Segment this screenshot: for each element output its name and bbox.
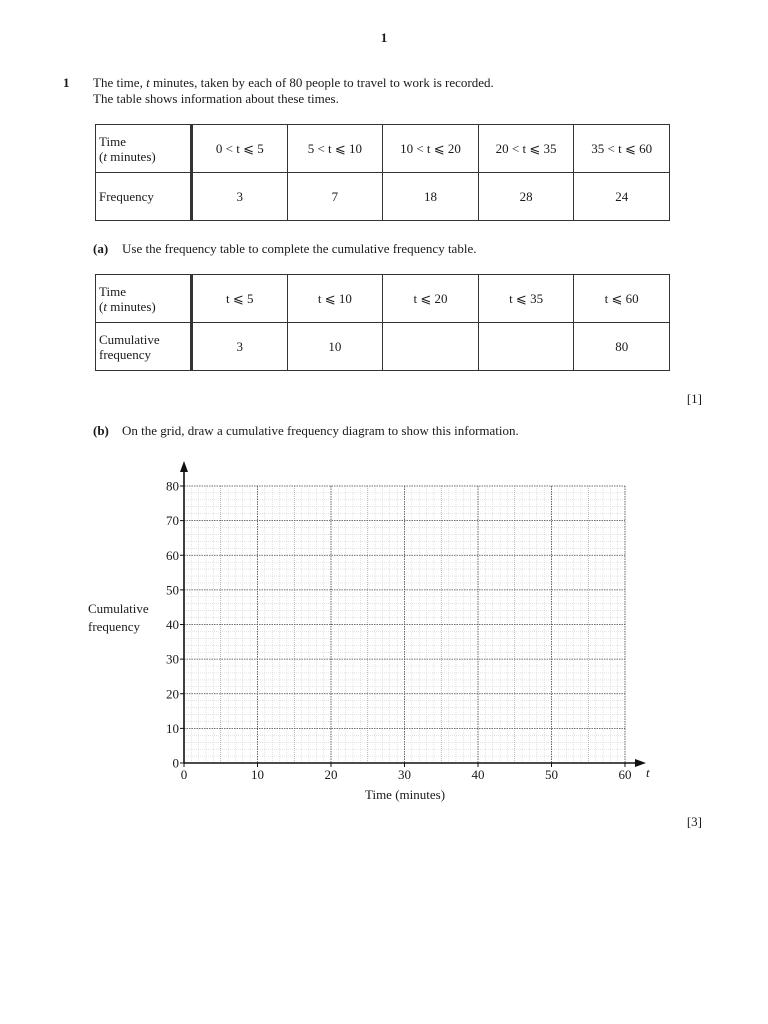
y-tick-label: 20 — [166, 686, 179, 702]
y-tick-label: 30 — [166, 651, 179, 667]
frequency-cell: 24 — [574, 173, 670, 221]
y-tick-label: 70 — [166, 513, 179, 529]
interval-cell: 20 < t ⩽ 35 — [478, 125, 574, 173]
part-b-label: (b) — [93, 423, 109, 438]
question-line-1-pre: The time, — [93, 75, 147, 90]
x-tick-label: 40 — [471, 767, 485, 782]
y-tick-label: 0 — [172, 755, 179, 771]
x-axis-symbol: t — [646, 765, 650, 780]
frequency-table-header-label: Time (t minutes) — [96, 125, 192, 173]
interval-cell: 35 < t ⩽ 60 — [574, 125, 670, 173]
question-number: 1 — [63, 75, 70, 90]
time-unit: minutes) — [106, 298, 156, 314]
x-tick-label: 10 — [251, 767, 264, 782]
y-axis-arrow-icon — [180, 461, 188, 472]
frequency-row-label: Frequency — [96, 173, 192, 221]
part-b-marks: [3] — [686, 814, 702, 829]
bound-cell: t ⩽ 5 — [192, 275, 288, 323]
cumulative-row-label-line-1: Cumulative — [99, 331, 160, 347]
interval-cell: 10 < t ⩽ 20 — [383, 125, 479, 173]
bound-cell: t ⩽ 20 — [383, 275, 479, 323]
bound-cell: t ⩽ 35 — [478, 275, 574, 323]
time-unit: minutes) — [106, 148, 156, 164]
interval-cell: 0 < t ⩽ 5 — [192, 125, 288, 173]
part-a-label: (a) — [93, 241, 109, 256]
time-variable: t — [103, 298, 107, 314]
bound-cell: t ⩽ 10 — [287, 275, 383, 323]
interval-cell: 5 < t ⩽ 10 — [287, 125, 383, 173]
x-axis-arrow-icon — [635, 759, 646, 767]
question-variable-t: t — [146, 75, 150, 90]
x-tick-label: 0 — [180, 767, 188, 782]
frequency-cell: 28 — [478, 173, 574, 221]
cumulative-value-cell: 3 — [192, 323, 288, 371]
x-axis-label: Time (minutes) — [364, 787, 446, 802]
x-tick-label: 60 — [618, 767, 632, 782]
frequency-cell: 7 — [287, 173, 383, 221]
y-tick-label: 50 — [166, 582, 179, 598]
frequency-cell: 3 — [192, 173, 288, 221]
y-axis-label-line-1: Cumulative — [88, 601, 149, 616]
part-a-marks: [1] — [686, 391, 702, 406]
part-b-text: On the grid, draw a cumulative frequency diagram to show this information. — [122, 423, 519, 438]
y-tick-label: 10 — [166, 720, 179, 736]
bound-cell: t ⩽ 60 — [574, 275, 670, 323]
time-label: Time — [99, 283, 126, 299]
x-tick-label: 20 — [324, 767, 338, 782]
y-axis-label-line-2: frequency — [88, 619, 140, 634]
question-line-2: The table shows information about these times. — [93, 91, 339, 106]
question-line-1-post: minutes, taken by each of 80 people to travel to work is recorded. — [149, 75, 494, 90]
cumulative-value-cell: 80 — [574, 323, 670, 371]
y-tick-label: 40 — [166, 617, 179, 632]
x-tick-label: 50 — [545, 767, 558, 782]
time-label: Time — [99, 133, 126, 149]
frequency-cell: 18 — [383, 173, 479, 221]
page-number: 1 — [380, 30, 388, 45]
cumulative-value-cell: 10 — [287, 323, 383, 371]
cumulative-row-label-line-2: frequency — [99, 346, 151, 362]
part-a-text: Use the frequency table to complete the cumulative frequency table. — [122, 241, 477, 256]
x-tick-label: 30 — [398, 767, 411, 782]
y-tick-label: 60 — [166, 547, 179, 563]
y-tick-label: 80 — [166, 478, 179, 494]
time-variable: t — [103, 148, 107, 164]
cumulative-table-header-label: Time (t minutes) — [96, 275, 192, 323]
